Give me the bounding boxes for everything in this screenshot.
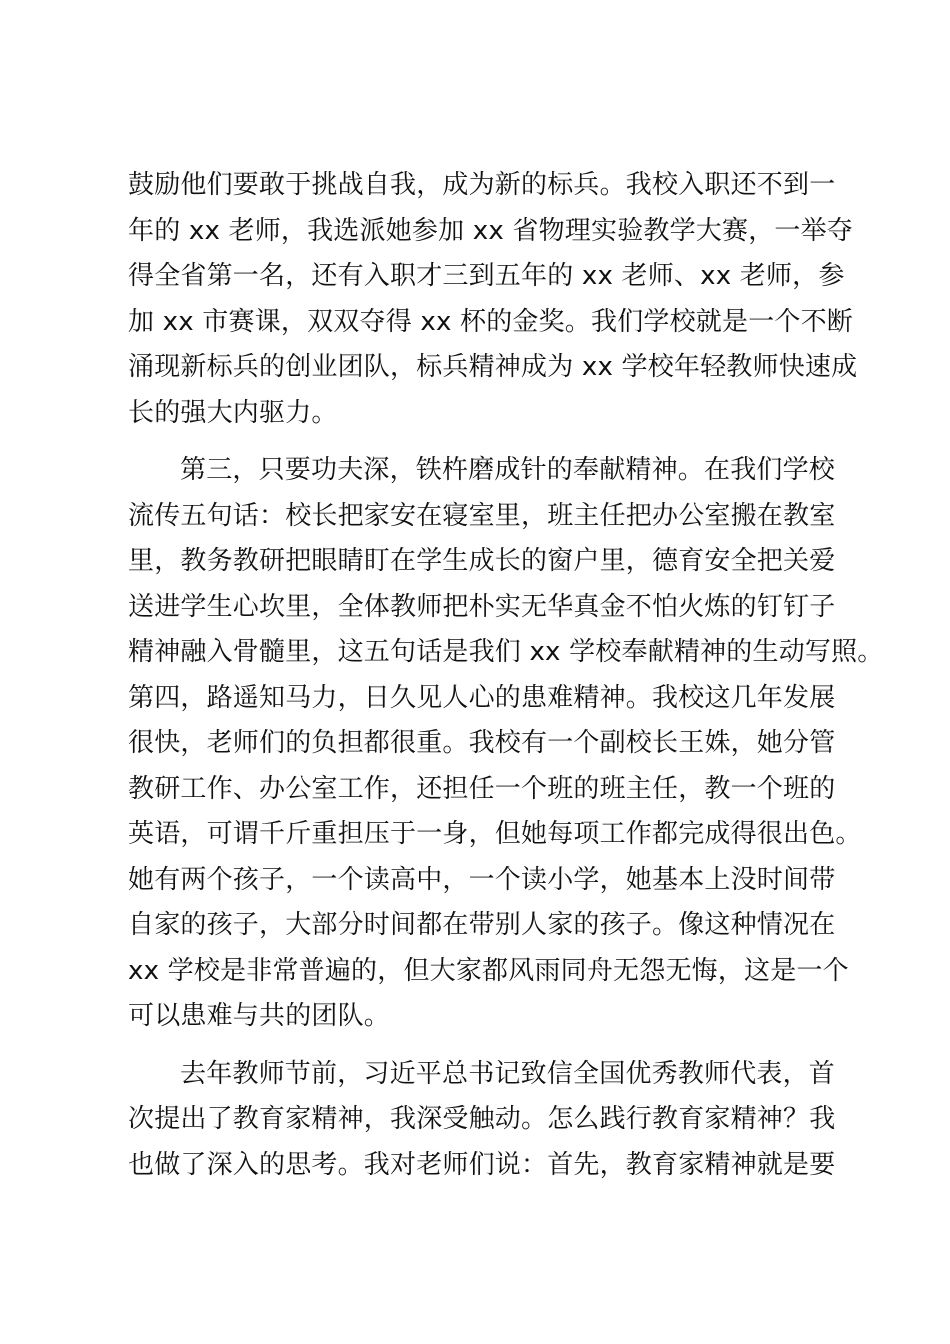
text-line: 年的 xx 老师，我选派她参加 xx 省物理实验教学大赛，一举夺 [128,215,854,246]
body-text [128,163,884,1188]
text-line: 精神融入骨髓里，这五句话是我们 xx 学校奉献精神的生动写照。 [128,637,884,667]
text-line: 鼓励他们要敢于挑战自我，成为新的标兵。我校入职还不到一 [128,170,836,200]
text-line: 涌现新标兵的创业团队，标兵精神成为 xx 学校年轻教师快速成 [128,352,858,382]
text-line: 第四，路遥知马力，日久见人心的患难精神。我校这几年发展 [128,682,836,713]
text-line: 也做了深入的思考。我对老师们说：首先，教育家精神就是要 [128,1149,836,1180]
paragraph-start-line: 第三，只要功夫深，铁杵磨成针的奉献精神。在我们学校 [180,455,836,485]
text-line: 得全省第一名，还有入职才三到五年的 xx 老师、xx 老师，参 [128,261,845,291]
text-line: 教研工作、办公室工作，还担任一个班的班主任，教一个班的 [128,773,836,804]
text-line: 次提出了教育家精神，我深受触动。怎么践行教育家精神？我 [128,1104,836,1134]
text-line: 可以患难与共的团队。 [128,1001,391,1031]
text-line: 流传五句话：校长把家安在寝室里，班主任把办公室搬在教室 [128,500,836,531]
text-line: 加 xx 市赛课，双双夺得 xx 杯的金奖。我们学校就是一个不断 [128,306,854,337]
text-line: 里，教务教研把眼睛盯在学生成长的窗户里，德育安全把关爱 [128,546,836,576]
text-line: 长的强大内驱力。 [128,397,338,428]
text-line: 她有两个孩子，一个读高中，一个读小学，她基本上没时间带 [128,864,836,895]
text-line: 很快，老师们的负担都很重。我校有一个副校长王姝，她分管 [128,728,836,758]
text-line: 自家的孩子，大部分时间都在带别人家的孩子。像这种情况在 [128,910,836,940]
text-line: xx 学校是非常普遍的，但大家都风雨同舟无怨无悔，这是一个 [128,955,849,986]
paragraph-start-line: 去年教师节前，习近平总书记致信全国优秀教师代表，首 [180,1058,836,1089]
text-line: 英语，可谓千斤重担压于一身，但她每项工作都完成得很出色。 [128,819,862,849]
text-line: 送进学生心坎里，全体教师把朴实无华真金不怕火炼的钉钉子 [128,591,836,622]
